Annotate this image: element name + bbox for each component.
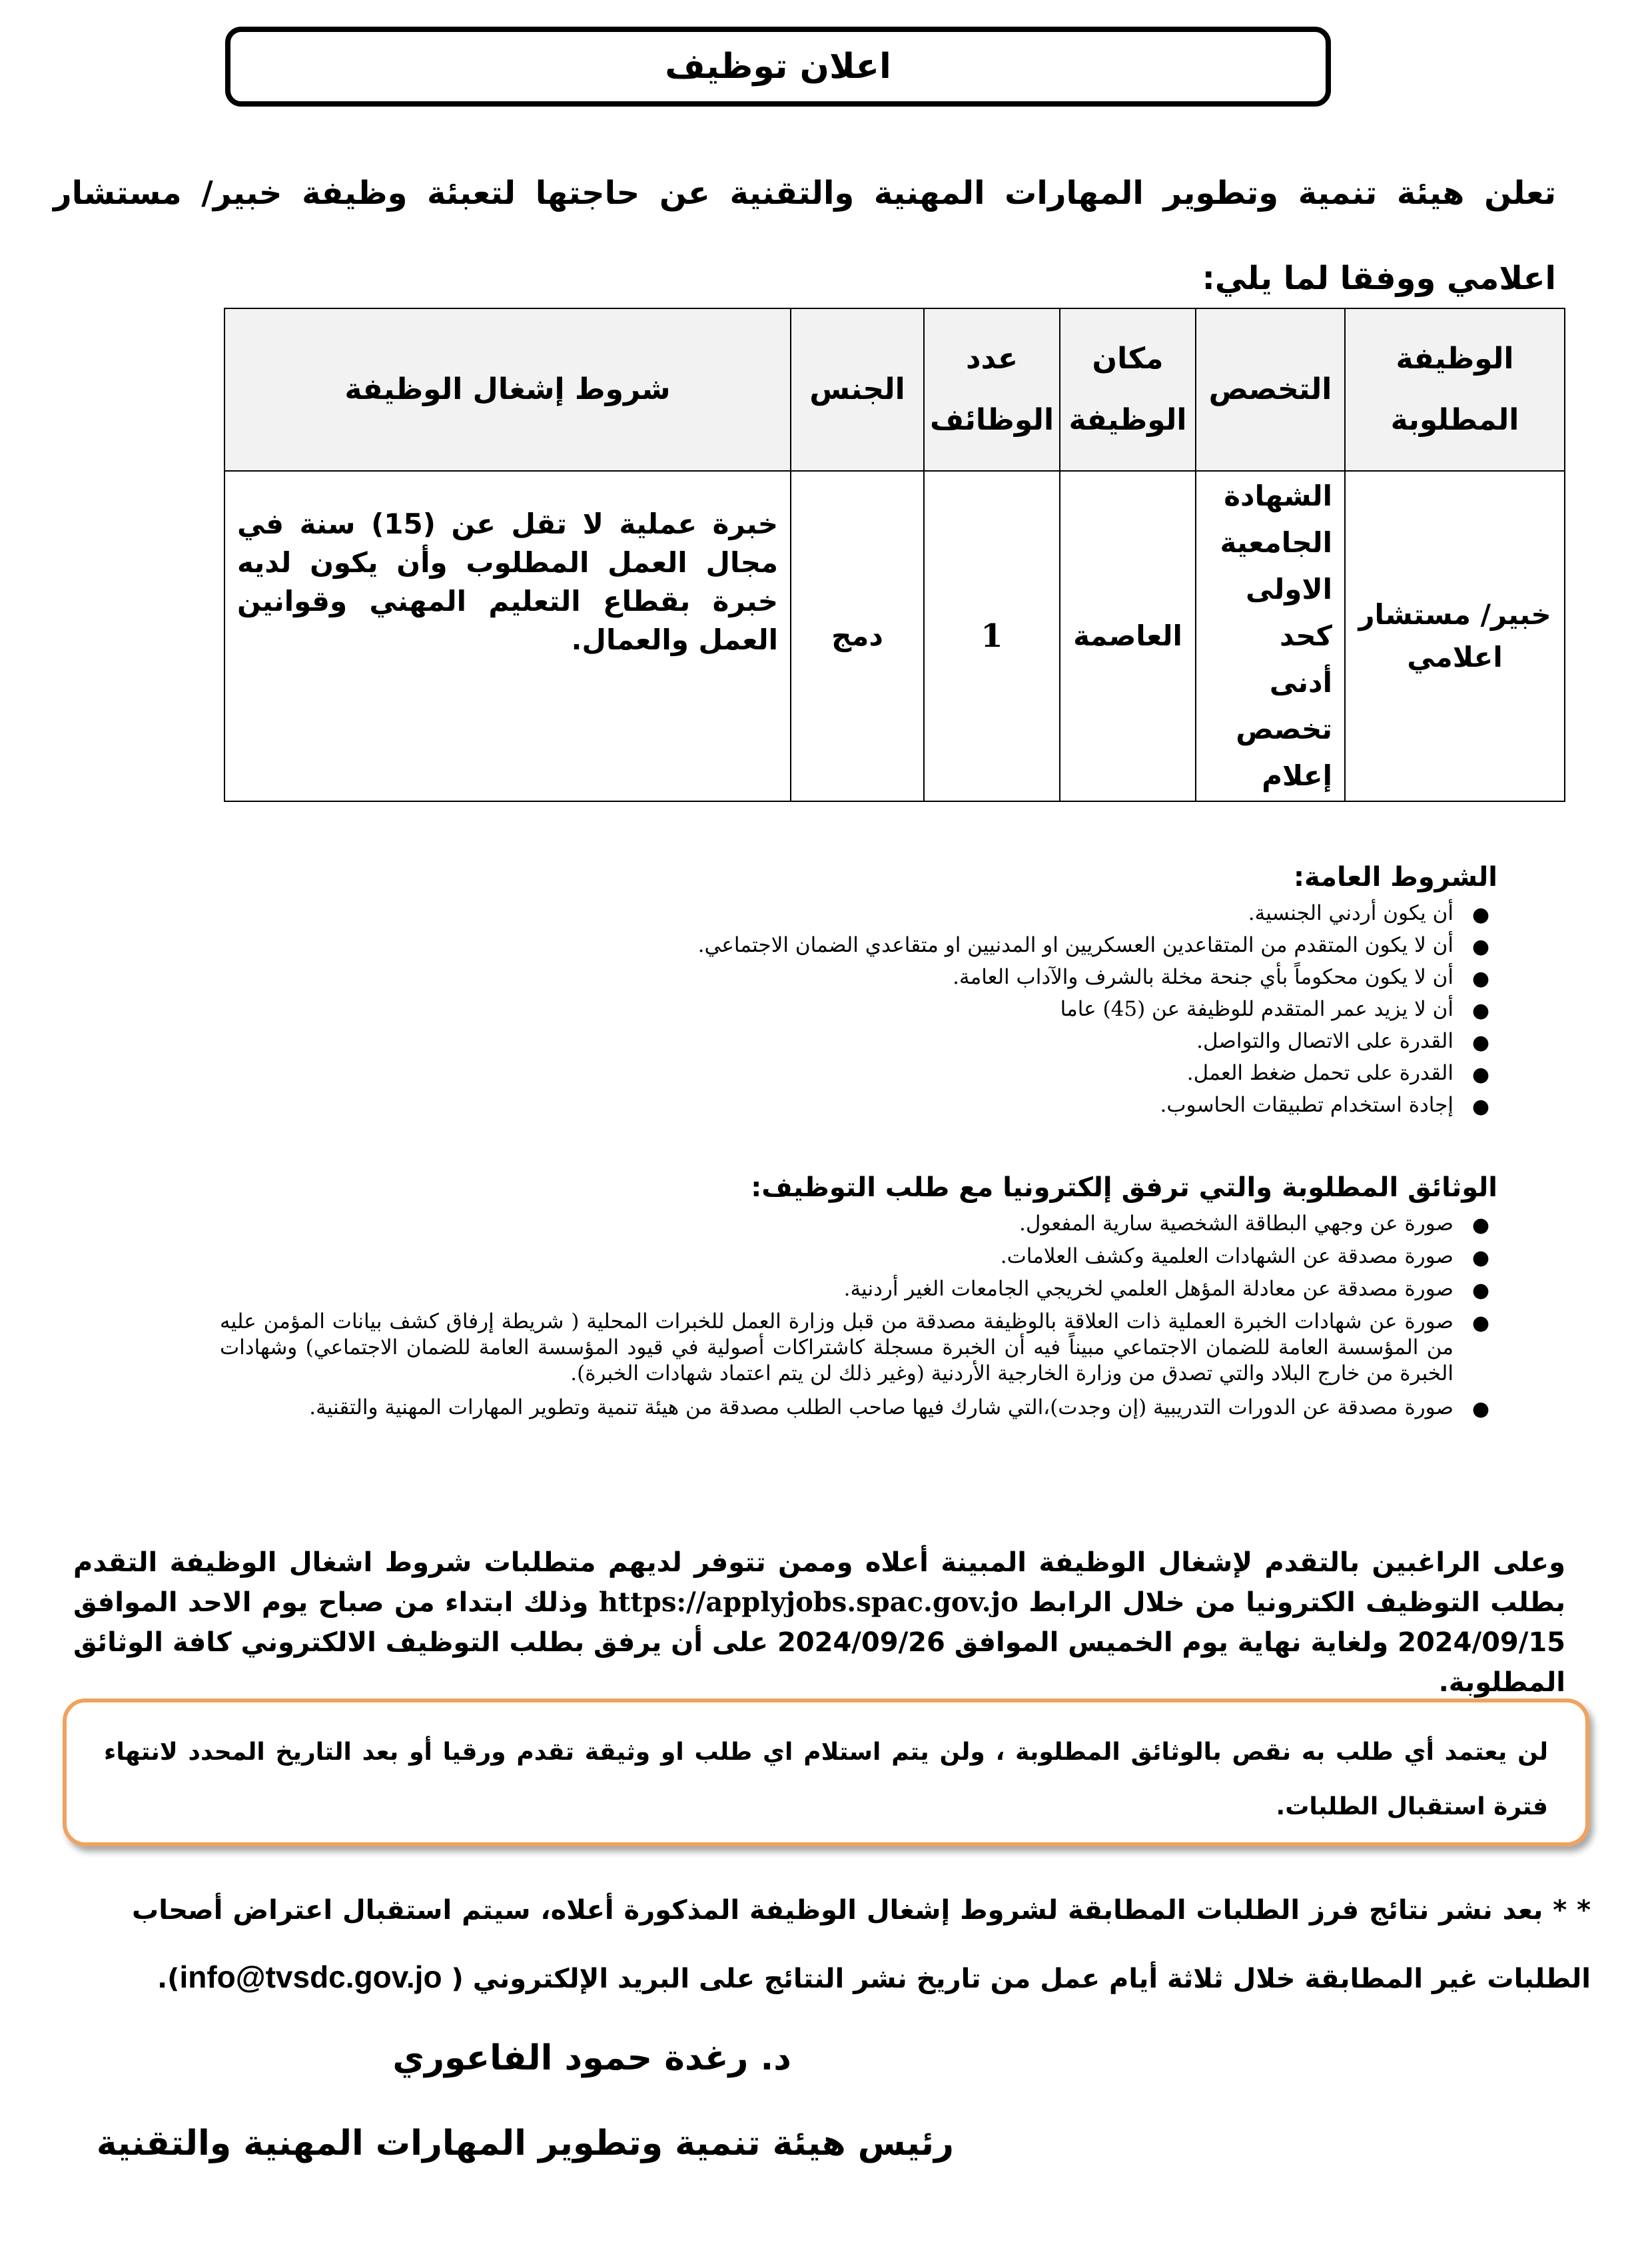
cell-specialization: الشهادة الجامعية الاولى كحد أدنى تخصص إعلام — [1196, 471, 1345, 801]
application-instructions — [73, 1543, 1565, 1702]
objection-paragraph — [132, 1877, 1591, 2012]
cell-location: العاصمة — [1060, 471, 1196, 801]
bullet-dot-icon: ● — [1471, 1095, 1489, 1118]
job-table — [224, 308, 1565, 802]
header-count: عدد الوظائف — [924, 308, 1060, 471]
header-location: مكان الوظيفة — [1060, 308, 1196, 471]
signatory-title: رئيس هيئة تنمية وتطوير المهارات المهنية والتقنية — [96, 2123, 954, 2163]
application-url-link[interactable]: https://applyjobs.spac.gov.jo — [598, 1587, 1019, 1618]
bullet-dot-icon: ● — [1471, 935, 1489, 958]
cell-gender: دمج — [791, 471, 924, 801]
general-conditions-title: الشروط العامة: — [1294, 862, 1497, 893]
notice-box — [63, 1698, 1589, 1846]
signatory-name: د. رغدة حمود الفاعوري — [392, 2038, 791, 2078]
bullet-dot-icon: ● — [1471, 999, 1489, 1022]
list-item: ● صورة مصدقة عن الدورات التدريبية (إن وجدت)،التي شارك فيها صاحب الطلب مصدقة من هيئة تنمية وتطوير المهارات المهنية والتقنية. — [309, 1395, 1489, 1421]
header-conditions: شروط إشغال الوظيفة — [224, 308, 791, 471]
header-specialization: التخصص — [1196, 308, 1345, 471]
notice-text: لن يعتمد أي طلب به نقص بالوثائق المطلوبة ، ولن يتم استلام اي طلب او وثيقة تقدم ورقيا أو بعد التاريخ المحدد لانتهاء فترة استقبال الطلبات. — [104, 1738, 1548, 1820]
list-item: ● أن لا يكون محكوماً بأي جنحة مخلة بالشرف والآداب العامة. — [953, 965, 1489, 990]
cell-job: خبير/ مستشار اعلامي — [1345, 471, 1565, 801]
bullet-dot-icon: ● — [1471, 1246, 1489, 1270]
bullet-dot-icon: ● — [1471, 1214, 1489, 1237]
list-item: ● أن لا يزيد عمر المتقدم للوظيفة عن (45) عاما — [1060, 997, 1489, 1022]
bullet-dot-icon: ● — [1471, 967, 1489, 990]
objection-text: * * بعد نشر نتائج فرز الطلبات المطابقة لشروط إشغال الوظيفة المذكورة أعلاه، سيتم استقبال اعتراض أصحاب الطلبات غير المطابقة خلال ثلاثة أيام عمل من تاريخ نشر النتائج على البريد الإلكتروني ( — [132, 1895, 1591, 1994]
list-item: ● أن لا يكون المتقدم من المتقاعدين العسكريين او المدنيين او متقاعدي الضمان الاجتماعي. — [697, 933, 1489, 958]
bullet-dot-icon: ● — [1471, 1311, 1489, 1335]
required-documents-title: الوثائق المطلوبة والتي ترفق إلكترونيا مع طلب التوظيف: — [751, 1172, 1497, 1203]
list-item: ● إجادة استخدام تطبيقات الحاسوب. — [1160, 1093, 1489, 1118]
header-job: الوظيفة المطلوبة — [1345, 308, 1565, 471]
list-item: ● صورة مصدقة عن الشهادات العلمية وكشف العلامات. — [1000, 1244, 1489, 1270]
list-item: ● صورة عن وجهي البطاقة الشخصية سارية المفعول. — [1019, 1212, 1489, 1237]
list-item: ● القدرة على الاتصال والتواصل. — [1196, 1029, 1489, 1054]
list-item: ● صورة مصدقة عن معادلة المؤهل العلمي لخريجي الجامعات الغير أردنية. — [843, 1277, 1489, 1302]
intro-paragraph: تعلن هيئة تنمية وتطوير المهارات المهنية والتقنية عن حاجتها لتعبئة وظيفة خبير/ مستشار اعلامي ووفقا لما يلي: — [53, 175, 1556, 297]
bullet-dot-icon: ● — [1471, 1279, 1489, 1302]
table-header-row — [224, 308, 1565, 471]
objection-email-link[interactable]: info@tvsdc.gov.jo — [179, 1960, 442, 1994]
page-title: اعلان توظيف — [665, 47, 891, 87]
required-documents-list — [220, 1211, 1489, 1431]
title-box — [225, 27, 1331, 107]
bullet-dot-icon: ● — [1471, 1031, 1489, 1054]
application-text-start: وعلى الراغبين بالتقدم لإشغال الوظيفة المبينة أعلاه وممن تتوفر لديهم متطلبات شروط اشغال الوظيفة التقدم بطلب التوظيف الكترونيا من خلال الرابط — [73, 1547, 1565, 1618]
header-gender: الجنس — [791, 308, 924, 471]
bullet-dot-icon: ● — [1471, 1397, 1489, 1421]
list-item: ● أن يكون أردني الجنسية. — [1248, 901, 1489, 927]
table-row — [224, 471, 1565, 801]
cell-count: 1 — [924, 471, 1060, 801]
list-item: ● صورة عن شهادات الخبرة العملية ذات العلاقة بالوظيفة مصدقة من قبل وزارة العمل للخبرات المحلية ( شريطة إرفاق كشف بيانات المؤمن عليه من المؤسسة العامة للضمان الاجتماعي مبيناً فيه أن الخبرة مسجلة كاشتراكات أصولية في قيود المؤسسة العامة للضمان الاجتماعي) وشهادات الخبرة من خارج البلاد والتي تصدق من وزارة الخارجية الأردنية (وغير ذلك لن يتم اعتماد شهادات الخبرة). — [220, 1310, 1489, 1385]
objection-close: ). — [157, 1964, 180, 1994]
bullet-dot-icon: ● — [1471, 903, 1489, 927]
general-conditions-list — [220, 901, 1489, 1124]
cell-conditions: خبرة عملية لا تقل عن (15) سنة في مجال العمل المطلوب وأن يكون لديه خبرة بقطاع التعليم المهني وقوانين العمل والعمال. — [224, 471, 791, 801]
list-item: ● القدرة على تحمل ضغط العمل. — [1186, 1061, 1489, 1086]
bullet-dot-icon: ● — [1471, 1063, 1489, 1086]
application-text-end: وذلك ابتداء من صباح يوم الاحد الموافق 2024/09/15 ولغاية نهاية يوم الخميس الموافق 2024/09/26 على أن يرفق بطلب التوظيف الالكتروني كافة الوثائق المطلوبة. — [73, 1587, 1566, 1698]
